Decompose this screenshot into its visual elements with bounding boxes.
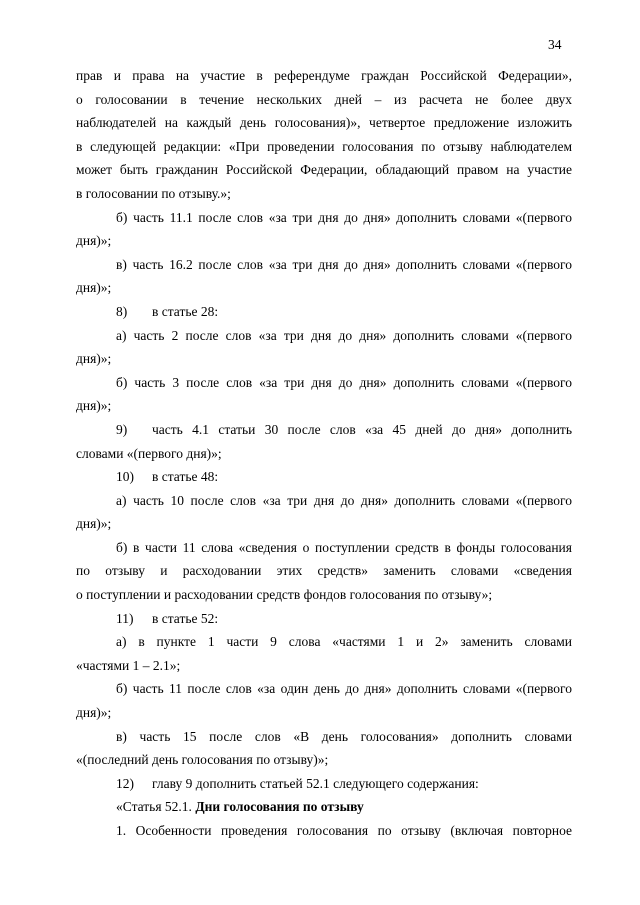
text-line: может быть гражданин Российской Федерации, обладающий правом на участие bbox=[76, 162, 572, 178]
text-line: а) в пункте 1 части 9 слова «частями 1 и 2» заменить словами bbox=[116, 634, 572, 650]
article-heading bbox=[76, 795, 572, 819]
list-item-heading bbox=[76, 418, 572, 442]
item-number: 11) bbox=[116, 610, 134, 626]
text-line: «частями 1 – 2.1»; bbox=[76, 657, 181, 673]
text-line: дня)»; bbox=[76, 705, 112, 721]
text-line: в голосовании по отзыву.»; bbox=[76, 185, 231, 201]
list-item-heading bbox=[76, 300, 572, 324]
item-text: в статье 28: bbox=[152, 303, 219, 319]
text-line: по отзыву и расходовании этих средств» заменить словами «сведения bbox=[76, 563, 572, 579]
text-line: б) часть 11.1 после слов «за три дня до дня» дополнить словами «(первого bbox=[116, 209, 572, 225]
page-number: 34 bbox=[548, 37, 562, 52]
item-text: в статье 48: bbox=[152, 469, 219, 485]
item-number: 10) bbox=[116, 469, 134, 485]
text-line: б) в части 11 слова «сведения о поступлении средств в фонды голосования bbox=[116, 539, 572, 555]
text-line: в следующей редакции: «При проведении голосования по отзыву наблюдателем bbox=[76, 138, 572, 154]
article-prefix: «Статья 52.1. bbox=[116, 799, 196, 815]
list-item-heading bbox=[76, 607, 572, 631]
text-line: наблюдателей на каждый день голосования)», четвертое предложение изложить bbox=[76, 115, 572, 131]
text-line: б) часть 11 после слов «за один день до дня» дополнить словами «(первого bbox=[116, 681, 572, 697]
text-line: в) часть 16.2 после слов «за три дня до дня» дополнить словами «(первого bbox=[116, 256, 572, 272]
text-line: дня)»; bbox=[76, 398, 112, 414]
text-line: а) часть 2 после слов «за три дня до дня» дополнить словами «(первого bbox=[116, 327, 572, 343]
text-line: «(последний день голосования по отзыву)»; bbox=[76, 752, 329, 768]
text-line: о поступлении и расходовании средств фондов голосования по отзыву»; bbox=[76, 587, 493, 603]
text-line: прав и права на участие в референдуме граждан Российской Федерации», bbox=[76, 68, 572, 83]
text-line: дня)»; bbox=[76, 233, 112, 249]
text-line: дня)»; bbox=[76, 351, 112, 367]
text-line: о голосовании в течение нескольких дней – из расчета не более двух bbox=[76, 91, 572, 107]
list-item-heading bbox=[76, 772, 572, 796]
text-line: словами «(первого дня)»; bbox=[76, 445, 222, 461]
document-body bbox=[76, 64, 572, 843]
text-line: 1. Особенности проведения голосования по отзыву (включая повторное bbox=[116, 823, 572, 838]
list-item-heading bbox=[76, 465, 572, 489]
item-text: в статье 52: bbox=[152, 610, 219, 626]
text-line: б) часть 3 после слов «за три дня до дня» дополнить словами «(первого bbox=[116, 374, 572, 390]
item-number: 8) bbox=[116, 303, 128, 319]
text-line: дня)»; bbox=[76, 516, 112, 532]
text-line: а) часть 10 после слов «за три дня до дня» дополнить словами «(первого bbox=[116, 492, 572, 508]
item-text: главу 9 дополнить статьей 52.1 следующего содержания: bbox=[152, 775, 479, 791]
item-number: 12) bbox=[116, 775, 134, 791]
item-number: 9) bbox=[116, 421, 128, 437]
item-text: часть 4.1 статьи 30 после слов «за 45 дней до дня» дополнить bbox=[152, 421, 572, 437]
article-title: Дни голосования по отзыву bbox=[195, 799, 364, 815]
text-line: в) часть 15 после слов «В день голосования» дополнить словами bbox=[116, 728, 572, 744]
text-line: дня)»; bbox=[76, 280, 112, 296]
